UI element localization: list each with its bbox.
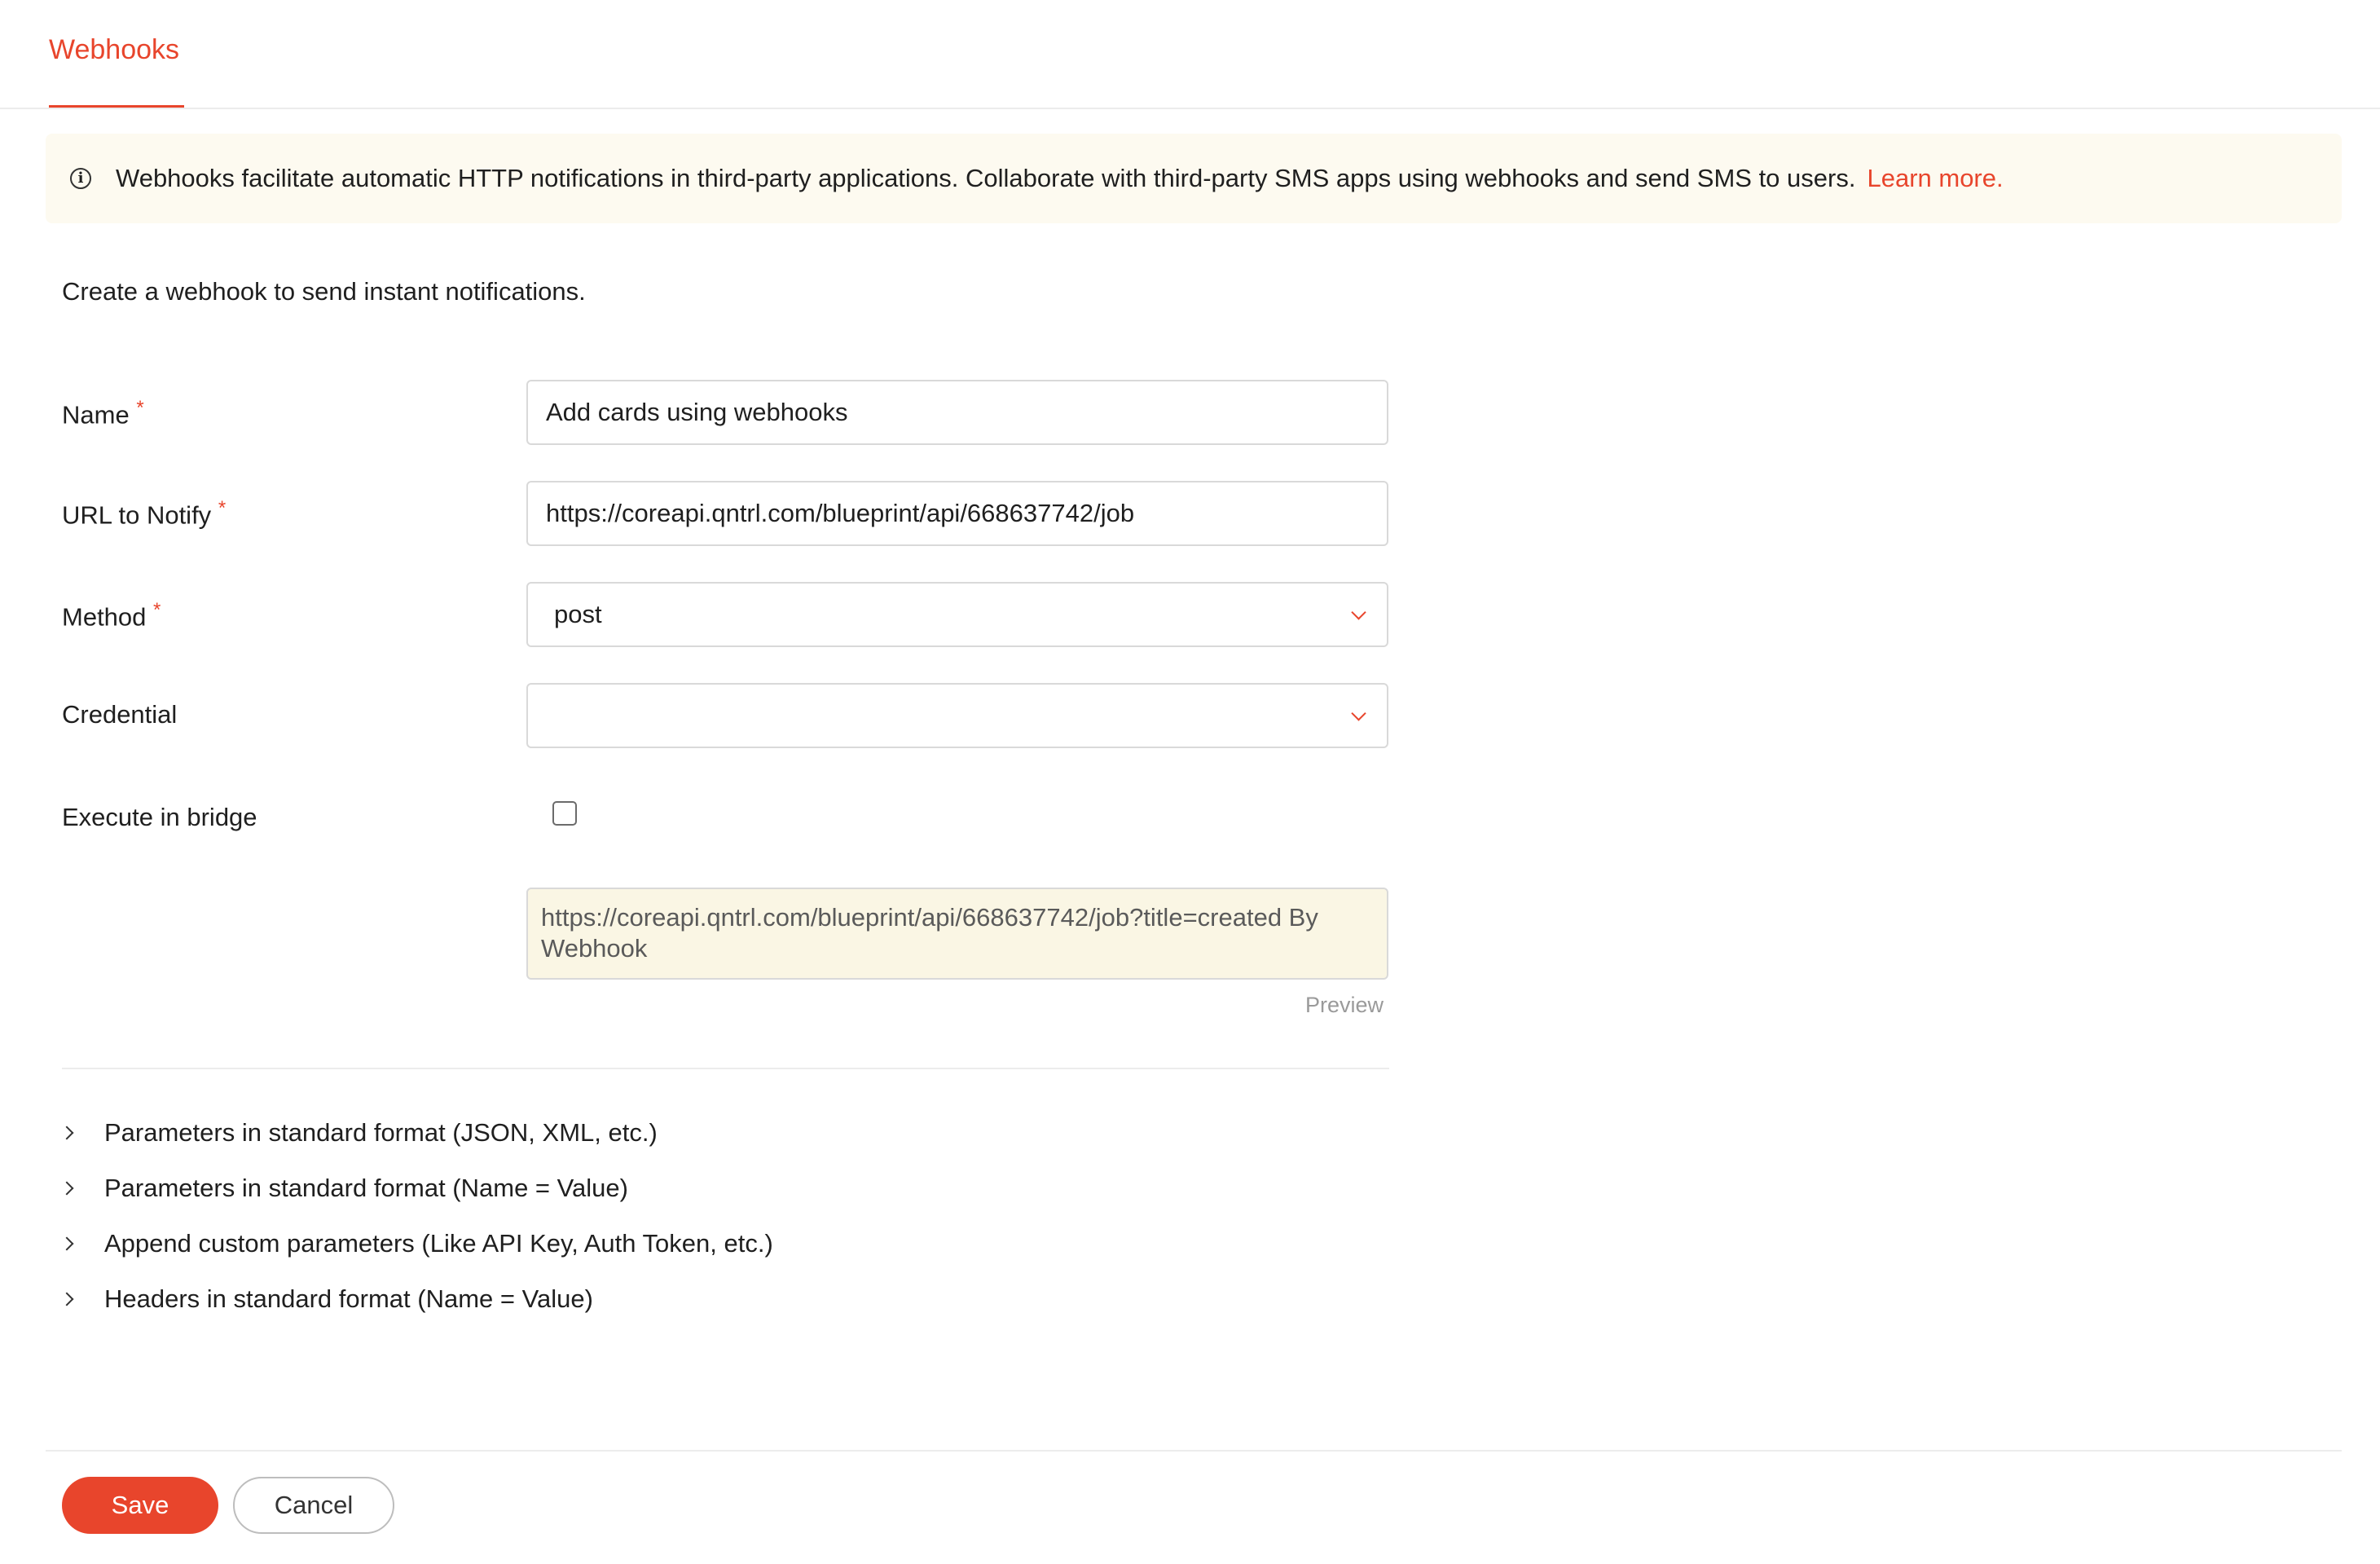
method-select[interactable] bbox=[526, 582, 1388, 647]
required-marker: * bbox=[218, 497, 227, 519]
credential-select[interactable] bbox=[526, 683, 1388, 748]
url-input[interactable]: https://coreapi.qntrl.com/blueprint/api/668637742/job bbox=[526, 481, 1388, 546]
credential-label: Credential bbox=[62, 700, 178, 729]
tab-webhooks[interactable]: Webhooks bbox=[49, 34, 180, 65]
chevron-right-icon bbox=[60, 1293, 74, 1306]
chevron-right-icon bbox=[60, 1237, 74, 1251]
cancel-button[interactable]: Cancel bbox=[233, 1477, 394, 1534]
banner-text: Webhooks facilitate automatic HTTP notifications in third-party applications. Collaborate with third-party SMS apps using webhooks and send SMS to users. bbox=[116, 164, 1856, 192]
form-intro: Create a webhook to send instant notifications. bbox=[62, 277, 586, 306]
form-divider bbox=[62, 1068, 1389, 1069]
required-marker: * bbox=[136, 397, 144, 419]
section-params-json[interactable]: Parameters in standard format (JSON, XML, etc.) bbox=[62, 1118, 658, 1148]
bridge-label: Execute in bridge bbox=[62, 803, 257, 831]
chevron-down-icon bbox=[1351, 706, 1366, 720]
url-preview: https://coreapi.qntrl.com/blueprint/api/668637742/job?title=created By Webhook bbox=[526, 888, 1388, 980]
required-marker: * bbox=[153, 599, 161, 621]
name-label: Name * bbox=[62, 397, 144, 430]
method-value: post bbox=[554, 600, 602, 628]
chevron-right-icon bbox=[60, 1126, 74, 1140]
chevron-right-icon bbox=[60, 1182, 74, 1196]
chevron-down-icon bbox=[1351, 605, 1366, 619]
info-banner bbox=[46, 134, 2342, 223]
info-icon: i bbox=[70, 168, 91, 189]
section-custom-params[interactable]: Append custom parameters (Like API Key, Auth Token, etc.) bbox=[62, 1229, 773, 1258]
section-params-name-value[interactable]: Parameters in standard format (Name = Value) bbox=[62, 1174, 628, 1203]
url-label: URL to Notify * bbox=[62, 497, 227, 530]
execute-in-bridge-checkbox[interactable] bbox=[552, 801, 577, 826]
header-divider bbox=[0, 108, 2380, 109]
save-button[interactable]: Save bbox=[62, 1477, 218, 1534]
method-label: Method * bbox=[62, 599, 161, 632]
learn-more-link[interactable]: Learn more. bbox=[1867, 164, 2004, 192]
footer-divider bbox=[46, 1450, 2342, 1452]
preview-label: Preview bbox=[1305, 993, 1384, 1017]
name-input[interactable]: Add cards using webhooks bbox=[526, 380, 1388, 445]
section-headers[interactable]: Headers in standard format (Name = Value) bbox=[62, 1284, 593, 1314]
